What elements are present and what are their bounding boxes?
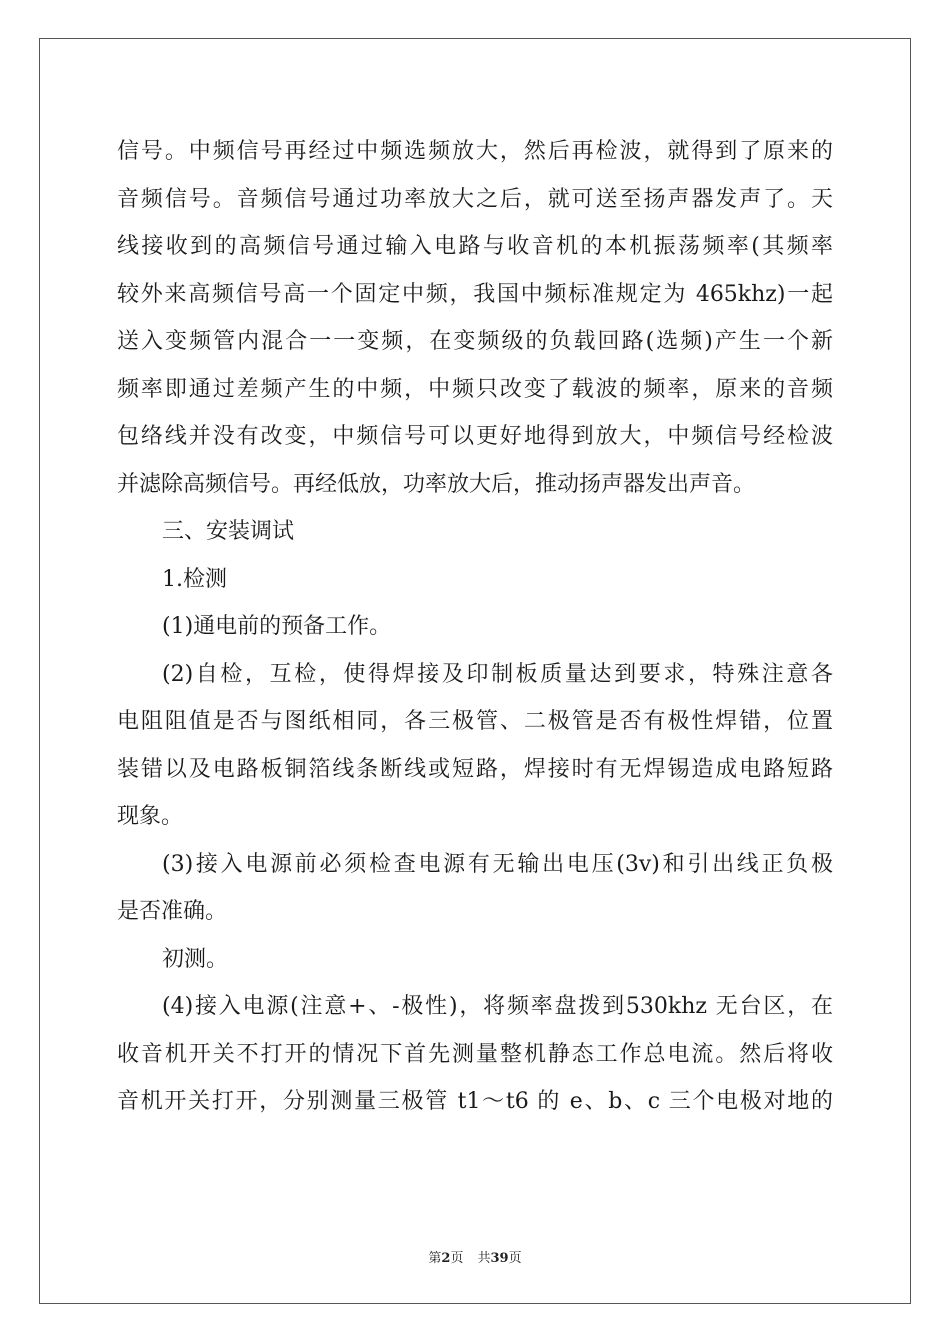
section-heading: 三、安装调试 — [162, 519, 295, 544]
text-line: (3)接入电源前必须检查电源有无输出电压(3v)和引出线正负极 — [162, 851, 833, 877]
text-line: 初测。 — [162, 946, 229, 972]
text-line: (2)自检，互检，使得焊接及印制板质量达到要求，特殊注意各 — [162, 661, 833, 687]
text-line: 音机开关打开，分别测量三极管 t1～t6 的 e、b、c 三个电极对地的 — [117, 1089, 833, 1114]
text-line: 现象。 — [117, 804, 184, 829]
text-line: 送入变频管内混合一一变频，在变频级的负载回路(选频)产生一个新 — [117, 329, 833, 354]
text-line: 并滤除高频信号。再经低放，功率放大后，推动扬声器发出声音。 — [117, 471, 756, 497]
text-line: (1)通电前的预备工作。 — [162, 614, 392, 639]
text-line: 线接收到的高频信号通过输入电路与收音机的本机振荡频率(其频率 — [117, 234, 833, 259]
document-body — [117, 128, 833, 1126]
total-prefix: 共 — [477, 1251, 491, 1266]
text-line: 电阻阻值是否与图纸相同，各三极管、二极管是否有极性焊错，位置 — [117, 709, 833, 734]
text-line: 频率即通过差频产生的中频，中频只改变了载波的频率，原来的音频 — [117, 376, 833, 402]
subsection-heading: 1.检测 — [162, 566, 227, 592]
text-line: 信号。中频信号再经过中频选频放大，然后再检波，就得到了原来的 — [117, 139, 833, 164]
page-prefix: 第 — [428, 1251, 442, 1266]
text-line: 较外来高频信号高一个固定中频，我国中频标准规定为 465khz)一起 — [117, 281, 833, 307]
text-line: 收音机开关不打开的情况下首先测量整机静态工作总电流。然后将收 — [117, 1041, 833, 1067]
total-suffix: 页 — [508, 1251, 522, 1266]
text-line: 包络线并没有改变，中频信号可以更好地得到放大，中频信号经检波 — [117, 424, 833, 449]
page-current: 2 — [441, 1251, 451, 1266]
page-total: 39 — [490, 1251, 509, 1266]
text-line: 是否准确。 — [117, 899, 228, 924]
text-line: 音频信号。音频信号通过功率放大之后，就可送至扬声器发声了。天 — [117, 186, 833, 212]
text-line: 装错以及电路板铜箔线条断线或短路，焊接时有无焊锡造成电路短路 — [117, 756, 833, 782]
page-footer — [0, 1247, 950, 1266]
text-line: (4)接入电源(注意+、-极性)，将频率盘拨到530khz 无台区，在 — [162, 994, 833, 1019]
page-suffix: 页 — [450, 1251, 464, 1266]
